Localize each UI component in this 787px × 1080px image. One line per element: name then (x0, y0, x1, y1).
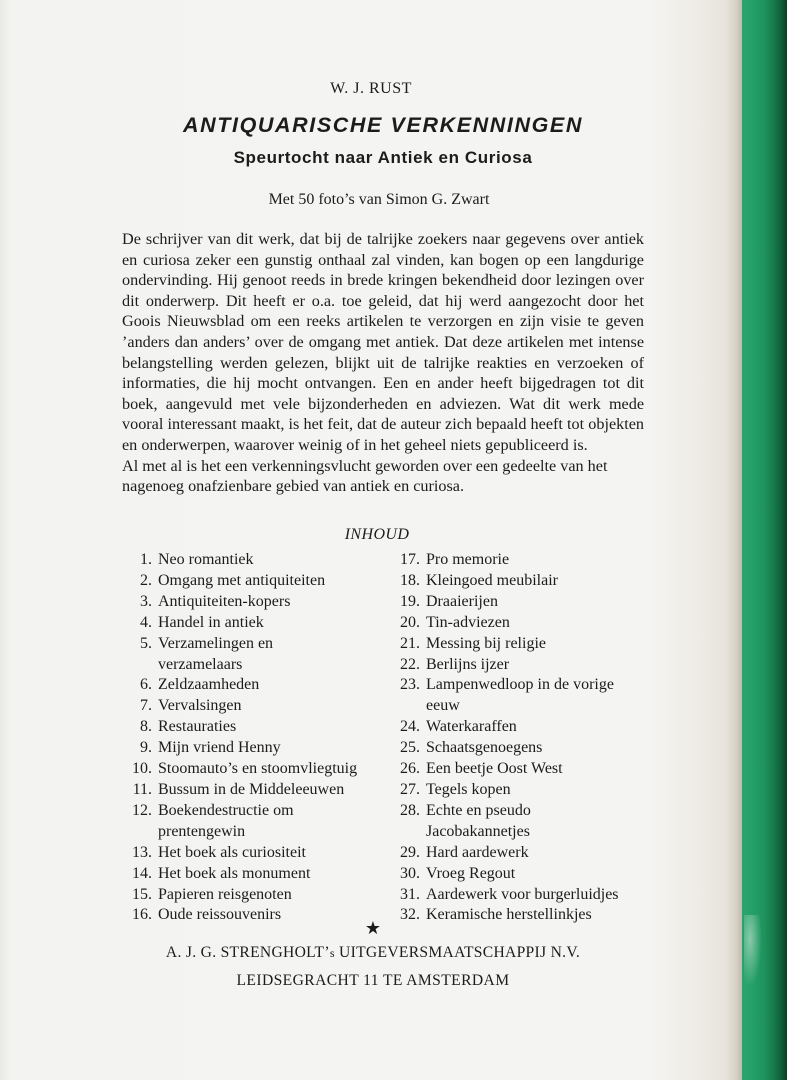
contents-column-right (376, 550, 666, 926)
contents-item (108, 613, 368, 634)
contents-item-title: Keramische herstellinkjes (426, 906, 592, 924)
contents-item (108, 885, 368, 906)
contents-item (108, 571, 368, 592)
contents-item-number: 5. (140, 634, 152, 652)
contents-item-number: 8. (140, 718, 152, 736)
contents-item-title: Papieren reisgenoten (158, 885, 292, 903)
contents-item (376, 613, 666, 634)
contents-item-number: 16. (132, 906, 152, 924)
publisher-address: LEIDSEGRACHT 11 TE AMSTERDAM (236, 972, 510, 989)
contents-item-title: Handel in antiek (158, 613, 264, 631)
contents-item-title: Aardewerk voor burgerluidjes (426, 885, 619, 903)
contents-item-title: Echte en pseudo Jacobakannetjes (426, 801, 531, 840)
contents-item (376, 550, 666, 571)
contents-item-title: Stoomauto’s en stoomvliegtuig (158, 760, 358, 778)
contents-item (376, 634, 666, 655)
contents-item (108, 717, 368, 738)
contents-item-number: 23. (400, 676, 420, 694)
contents-item-number: 30. (400, 864, 420, 882)
contents-item-title: Oude reissouvenirs (158, 906, 282, 924)
contents-item-title: Bussum in de Middeleeuwen (158, 780, 345, 798)
contents-item (108, 864, 368, 885)
contents-item-title: Draaierijen (426, 592, 498, 610)
contents-item-number: 1. (140, 551, 152, 568)
contents-item (376, 864, 666, 885)
contents-item-title: Boekendestructie om prentengewin (158, 801, 294, 840)
contents-item-number: 19. (400, 592, 420, 610)
contents-item-title: Zeldzaamheden (158, 676, 260, 694)
contents-heading: INHOUD (344, 526, 410, 543)
contents-item-title: Omgang met antiquiteiten (158, 571, 326, 589)
contents-item-title: Vervalsingen (158, 697, 242, 715)
contents-item (108, 550, 368, 571)
contents-item (376, 780, 666, 801)
contents-item-number: 21. (400, 634, 420, 652)
contents-item (376, 655, 666, 676)
contents-item-title: Een beetje Oost West (426, 760, 563, 778)
contents-item (376, 738, 666, 759)
contents-item (108, 738, 368, 759)
contents-item-title: Antiquiteiten-kopers (158, 592, 291, 610)
contents-item (376, 885, 666, 906)
contents-item (108, 675, 368, 696)
book-title: ANTIQUARISCHE VERKENNINGEN (183, 113, 583, 137)
contents-item-title: Neo romantiek (158, 551, 254, 568)
photo-credit: Met 50 foto’s van Simon G. Zwart (268, 191, 490, 208)
contents-item (376, 571, 666, 592)
contents-item (108, 843, 368, 864)
contents-item-title: Het boek als curiositeit (158, 843, 306, 861)
contents-item-number: 12. (132, 801, 152, 819)
contents-item-number: 6. (140, 676, 152, 694)
contents-item-title: Lampenwedloop in de vorige eeuw (426, 676, 614, 715)
publisher-name-part: s (329, 946, 335, 960)
contents-item-number: 25. (400, 739, 420, 757)
contents-item-number: 3. (140, 592, 152, 610)
contents-item-title: Tegels kopen (426, 780, 511, 798)
contents-column-left (108, 550, 368, 926)
blurb-paragraph: Al met al is het een verkenningsvlucht geworden over een gedeelte van het nagenoeg onafzienbare gebied van antiek en curiosa. (122, 456, 608, 496)
contents-item-title: Restauraties (158, 718, 237, 736)
contents-item (108, 759, 368, 780)
contents-item-number: 24. (400, 718, 420, 736)
contents-item-number: 20. (400, 613, 420, 631)
publisher-name-part: A. J. G. STRENGHOLT’ (165, 944, 330, 961)
contents-item-title: Messing bij religie (426, 634, 546, 652)
blurb-text (122, 229, 644, 497)
contents-item-title: Verzamelingen en verzamelaars (158, 634, 274, 673)
contents-item-number: 9. (140, 739, 152, 757)
contents-item-title: Berlijns ijzer (426, 655, 510, 673)
contents-item-number: 14. (132, 864, 152, 882)
contents-item-title: Schaatsgenoegens (426, 739, 543, 757)
contents-item-number: 11. (132, 780, 152, 798)
contents-item-title: Hard aardewerk (426, 843, 529, 861)
contents-item (108, 592, 368, 613)
publisher-name (2, 944, 744, 962)
contents-item-number: 7. (140, 697, 152, 715)
contents-item (376, 717, 666, 738)
contents-item-title: Kleingoed meubilair (426, 571, 558, 589)
contents-item-number: 4. (140, 613, 152, 631)
publisher-name-part: UITGEVERSMAATSCHAPPIJ N.V. (334, 944, 581, 961)
contents-item-title: Mijn vriend Henny (158, 739, 281, 757)
contents-item-number: 27. (400, 780, 420, 798)
contents-item-number: 13. (132, 843, 152, 861)
contents-item-number: 22. (400, 655, 420, 673)
contents-item-number: 31. (400, 885, 420, 903)
contents-item-number: 26. (400, 760, 420, 778)
star-ornament-icon: ★ (364, 918, 382, 938)
spine-wear-mark (744, 915, 764, 995)
contents-item-number: 18. (400, 571, 420, 589)
book-subtitle: Speurtocht naar Antiek en Curiosa (233, 148, 533, 167)
contents-item-title: Het boek als monument (158, 864, 311, 882)
contents-item-title: Waterkaraffen (426, 718, 517, 736)
contents-item-number: 10. (132, 760, 152, 778)
contents-item (376, 801, 666, 843)
contents-item (376, 843, 666, 864)
contents-item-number: 15. (132, 885, 152, 903)
contents-item-number: 28. (400, 801, 420, 819)
contents-item (108, 634, 368, 676)
contents-item-title: Tin-adviezen (426, 613, 510, 631)
contents-item-number: 2. (140, 571, 152, 589)
contents-item (376, 759, 666, 780)
blurb-paragraph: De schrijver van dit werk, dat bij de talrijke zoekers naar gegevens over antiek en curiosa zeker een gunstig onthaal zal vinden, kan bogen op een langdurige ondervinding. Hij genoot reeds in brede kringen bekendheid door lezingen over dit onderwerp. Dit heeft er o.a. toe geleid, dat hij werd aangezocht door het Goois Nieuwsblad om een reeks artikelen te verzorgen en zijn visie te geven ’anders dan anders’ over de omgang met antiek. Dat deze artikelen met intense belangstelling werden gelezen, blijkt uit de talrijke reakties en verzoeken of informaties, die hij mocht ontvangen. Een en ander heeft bijgedragen tot dit boek, aangevuld met vele bijzonderheden en adviezen. Wat dit werk mede vooral interessant maakt, is het feit, dat de auteur zich bepaald heeft tot objekten en onderwerpen, waarover weinig of in het geheel niets gepubliceerd is. (122, 230, 644, 454)
contents-item-number: 29. (400, 843, 420, 861)
contents-item (376, 675, 666, 717)
contents-item-number: 17. (400, 551, 420, 568)
contents-item (108, 801, 368, 843)
author-name: W. J. RUST (330, 80, 412, 97)
contents-item (108, 696, 368, 717)
contents-item-title: Vroeg Regout (426, 864, 516, 882)
contents-item (376, 592, 666, 613)
contents-item-title: Pro memorie (426, 551, 510, 568)
contents-item-number: 32. (400, 906, 420, 924)
contents-item (108, 780, 368, 801)
